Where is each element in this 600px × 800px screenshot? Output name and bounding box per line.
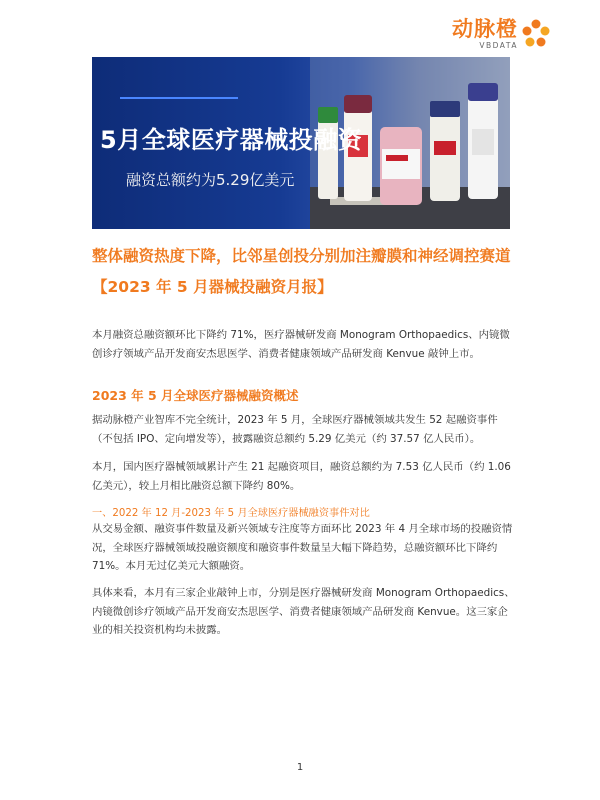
domestic-paragraph: 本月，国内医疗器械领域累计产生 21 起融资项目，融资总额约为 7.53 亿人民币（约 1.06 亿美元），较上月相比融资总额下降约 80%。 <box>92 461 511 492</box>
ipo-paragraph: 具体来看，本月有三家企业敲钟上市，分别是医疗器械研发商 Monogram Orthopaedics、内镜微创诊疗领域产品开发商安杰思医学、消费者健康领域产品研发商 Kenvue。这三家企业的相关投资机构均未披露。 <box>92 587 515 636</box>
stats-paragraph: 据动脉橙产业智库不完全统计，2023 年 5 月，全球医疗器械领域共发生 52 起融资事件（不包括 IPO、定向增发等），披露融资总额约 5.29 亿美元（约 37.57 亿人民币）。 <box>92 414 498 445</box>
section-title: 2023 年 5 月全球医疗器械融资概述 <box>92 388 299 403</box>
banner-title: 5月全球医疗器械投融资 <box>100 126 363 154</box>
logo-flower-icon <box>522 18 550 48</box>
intro-paragraph: 本月融资总融资额环比下降约 71%，医疗器械研发商 Monogram Orthopaedics、内镜微创诊疗领域产品开发商安杰思医学、消费者健康领域产品研发商 Kenvue 敲钟上市。 <box>92 329 510 360</box>
article-headline: 整体融资热度下降，比邻星创投分别加注瓣膜和神经调控赛道【2023 年 5 月器械投融资月报】 <box>92 247 511 296</box>
banner-accent-line <box>120 97 238 99</box>
comparison-paragraph: 从交易金额、融资事件数量及新兴领域专注度等方面环比 2023 年 4 月全球市场的投融资情况，全球医疗器械领域投融资额度和融资事件数量呈大幅下降趋势，总融资额环比下降约 71%。本月无过亿美元大额融资。 <box>92 523 513 572</box>
page-number: 1 <box>296 762 304 773</box>
hero-banner <box>92 57 510 229</box>
logo-name: 动脉橙 <box>452 17 518 41</box>
banner-subtitle: 融资总额约为5.29亿美元 <box>126 171 295 189</box>
subsection-heading: 一、2022 年 12 月-2023 年 5 月全球医疗器械融资事件对比 <box>92 508 370 519</box>
brand-logo <box>452 18 518 50</box>
logo-sub: VBDATA <box>479 41 518 50</box>
